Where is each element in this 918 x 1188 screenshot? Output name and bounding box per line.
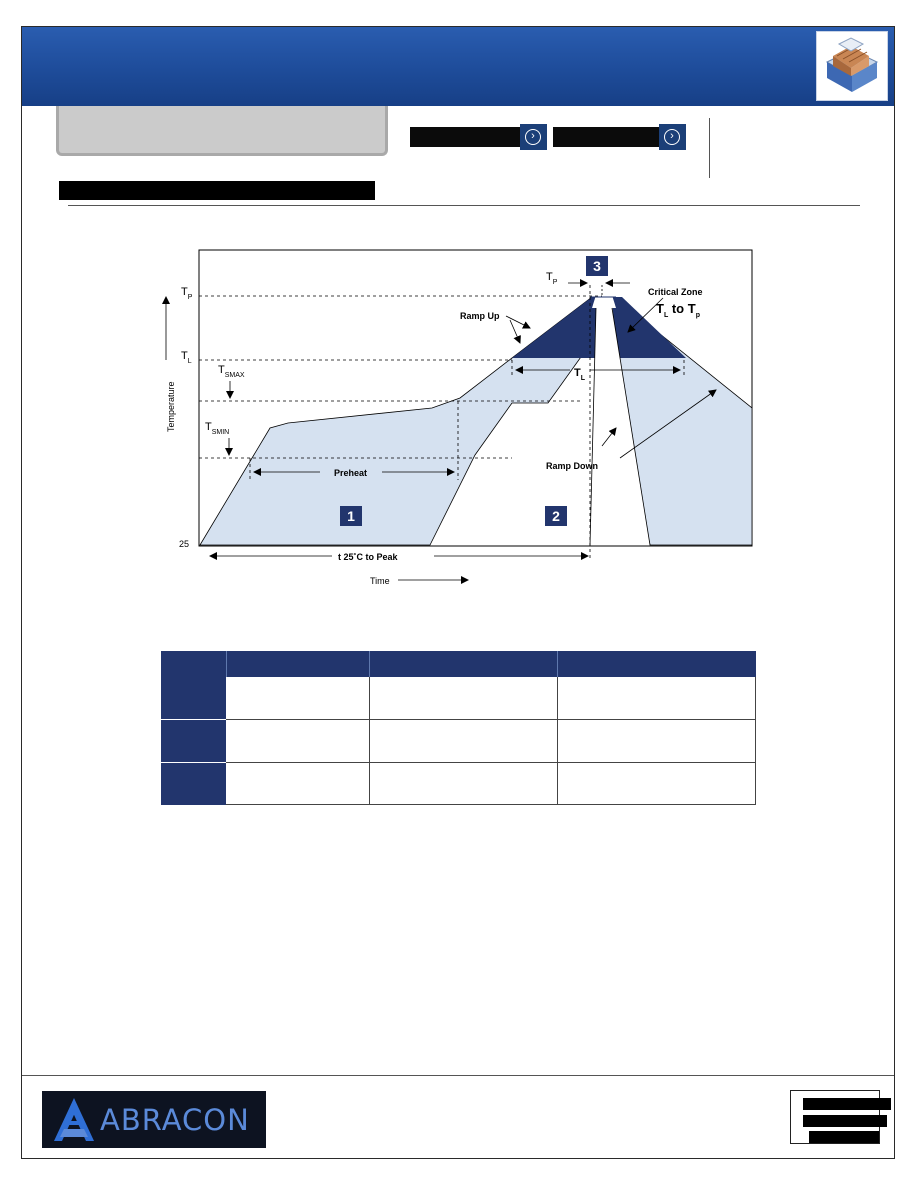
table-row-label [161,763,226,805]
footer-info-box [790,1090,880,1144]
table-header-row [161,651,756,677]
tsmin-label: $T_{SMIN}$ [205,421,230,436]
header-column-separator [226,651,227,677]
reflow-table [161,651,756,805]
t25-to-peak-label: t 25˚C to Peak [338,552,398,562]
chevron-right-icon: › [525,129,541,145]
ramp-down-label: Ramp Down [546,461,599,471]
reflow-profile-diagram [150,240,770,600]
header-band [22,27,894,106]
table-row-separator [226,762,756,763]
tl-width-label: $T_L$ [574,367,586,382]
product-image [816,31,888,101]
table-right-border [755,677,756,805]
tsmax-label: $T_{SMAX}$ [218,364,245,379]
table-row-label [161,720,226,762]
footer-info-line [809,1131,879,1143]
table-column-separator [557,677,558,805]
nav-arrow-button-2[interactable] [659,124,686,150]
footer-rule [22,1075,894,1076]
table-bottom-border [226,804,756,805]
nav-link-bar-2[interactable] [553,127,660,147]
footer-info-line [803,1098,891,1110]
chevron-right-icon: › [664,129,680,145]
product-title-box [56,106,388,156]
footer-info-line [803,1115,887,1127]
critical-zone-label: Critical Zone [648,287,703,297]
zone-1-label: 1 [347,508,355,524]
table-row-label [161,677,226,719]
tl-to-tp-label: $T_L$ to $T_p$ [656,301,700,319]
table-row-separator [226,719,756,720]
zone-3-label: 3 [593,258,601,274]
zone-2-label: 2 [552,508,560,524]
header-column-separator [369,651,370,677]
abracon-mark-icon [46,1091,102,1148]
logo-wordmark: ABRACON [100,1103,250,1137]
section-heading-bar [59,181,375,200]
inductor-icon [817,32,887,100]
y-origin-label: 25 [179,539,190,549]
x-axis-label: Time [370,576,390,586]
table-column-separator [369,677,370,805]
preheat-label: Preheat [334,468,368,478]
y-axis-label: Temperature [166,381,176,432]
nav-arrow-button-1[interactable] [520,124,547,150]
header-divider [709,118,710,178]
abracon-logo [42,1091,266,1148]
tp-width-label: $T_P$ [546,271,558,286]
section-rule [68,205,860,206]
ramp-up-label: Ramp Up [460,311,500,321]
nav-link-bar-1[interactable] [410,127,520,147]
tl-axis-label: $T_L$ [181,350,192,365]
header-column-separator [557,651,558,677]
tp-axis-label: $T_P$ [181,286,193,301]
